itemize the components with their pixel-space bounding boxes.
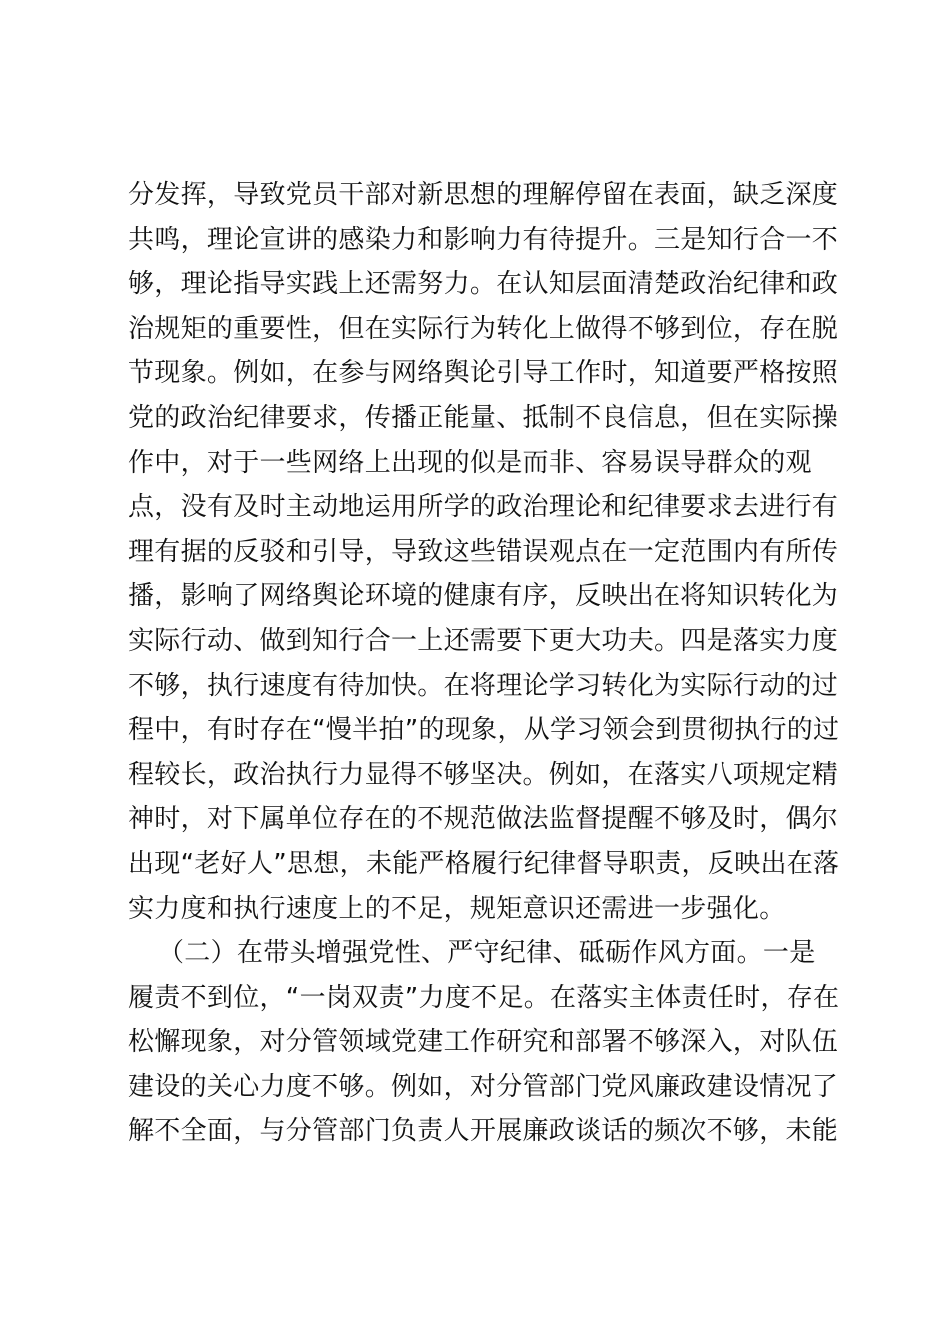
- text-line: 点，没有及时主动地运用所学的政治理论和纪律要求去进行有: [128, 492, 839, 523]
- text-line: 够，理论指导实践上还需努力。在认知层面清楚政治纪律和政: [128, 269, 839, 300]
- text-line: 党的政治纪律要求，传播正能量、抵制不良信息，但在实际操: [128, 402, 839, 433]
- text-line: 理有据的反驳和引导，导致这些错误观点在一定范围内有所传: [128, 536, 839, 567]
- text-line: 解不全面，与分管部门负责人开展廉政谈话的频次不够，未能: [128, 1116, 839, 1147]
- text-line: 作中，对于一些网络上出现的似是而非、容易误导群众的观: [128, 447, 812, 478]
- text-line: 神时，对下属单位存在的不规范做法监督提醒不够及时，偶尔: [128, 804, 839, 835]
- text-line: 履责不到位，“一岗双责”力度不足。在落实主体责任时，存在: [128, 982, 840, 1013]
- text-line: 实力度和执行速度上的不足，规矩意识还需进一步强化。: [128, 893, 786, 924]
- text-line: 松懈现象，对分管领域党建工作研究和部署不够深入，对队伍: [128, 1027, 839, 1058]
- text-line-indented: （二）在带头增强党性、严守纪律、砥砺作风方面。一是: [158, 938, 816, 969]
- text-line: 共鸣，理论宣讲的感染力和影响力有待提升。三是知行合一不: [128, 224, 839, 255]
- body-text: [128, 173, 840, 1154]
- text-line: 播，影响了网络舆论环境的健康有序，反映出在将知识转化为: [128, 581, 839, 612]
- text-line: 程中，有时存在“慢半拍”的现象，从学习领会到贯彻执行的过: [128, 715, 840, 746]
- text-line: 程较长，政治执行力显得不够坚决。例如，在落实八项规定精: [128, 759, 839, 790]
- text-line: 分发挥，导致党员干部对新思想的理解停留在表面，缺乏深度: [128, 180, 839, 210]
- text-line: 节现象。例如，在参与网络舆论引导工作时，知道要严格按照: [128, 358, 839, 389]
- text-line: 出现“老好人”思想，未能严格履行纪律督导职责，反映出在落: [128, 848, 840, 879]
- text-line: 治规矩的重要性，但在实际行为转化上做得不够到位，存在脱: [128, 313, 839, 344]
- text-line: 实际行动、做到知行合一上还需要下更大功夫。四是落实力度: [128, 625, 839, 656]
- text-line: 不够，执行速度有待加快。在将理论学习转化为实际行动的过: [128, 670, 839, 701]
- text-line: 建设的关心力度不够。例如，对分管部门党风廉政建设情况了: [128, 1071, 839, 1102]
